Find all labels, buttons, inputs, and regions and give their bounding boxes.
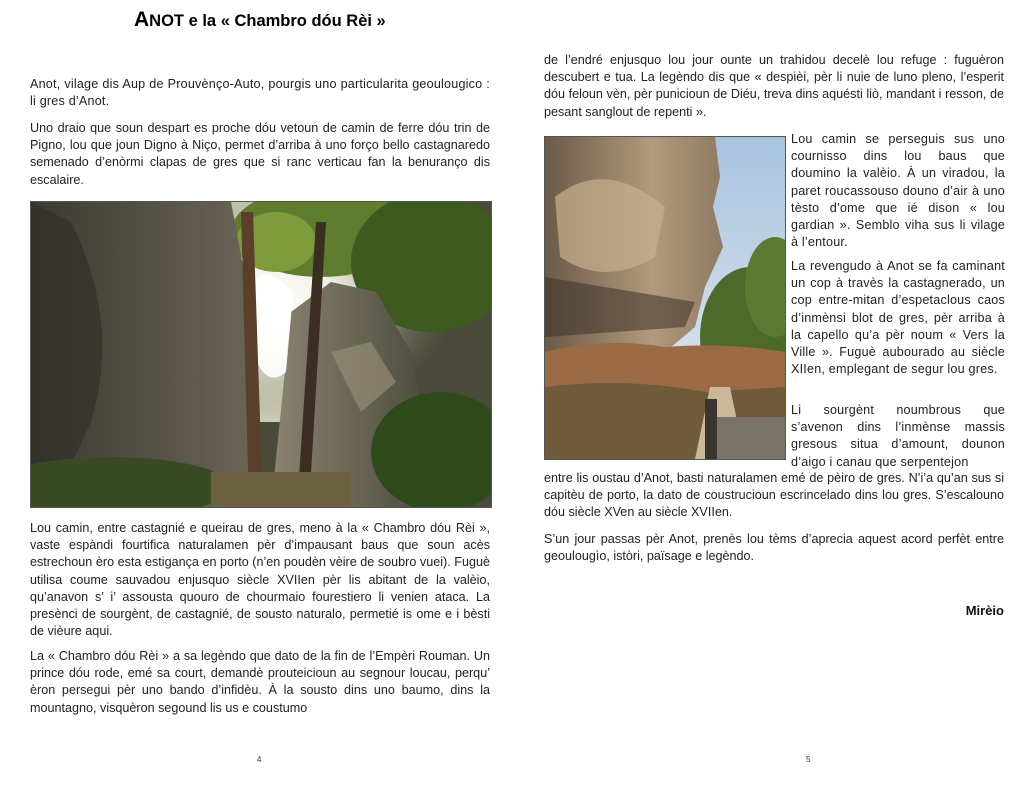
legend-paragraph: La « Chambro dóu Rèi » a sa legèndo que dato de la fin de l’Empèri Rouman. Un prince dóu rode, emé sa court, demandè prouteicioun au segnour loucau, perqu’ èron persegui pèr uno bando d’infidèu. À la sousto dins uno baumo, dins la mountagno, visquèron segound lis us e coustumo xyxy=(30,649,490,715)
path-paragraph: Uno draio que soun despart es proche dóu vetoun de camin de ferre dóu trin de Pigno, lou que joun Digno à Niço, permet d’arriba à uno forço bello castagnaredo semenado d’enòrmi clapas de gres que si ranc verticau fan la benuranço dis escalaire. xyxy=(30,121,490,187)
author-signature: Mirèio xyxy=(965,603,1004,618)
right-page xyxy=(517,0,1034,796)
houses-paragraph: entre lis oustau d’Anot, basti naturalamen emé de pèiro de gres. N’i’a qu’an sus si capitèu de porto, la dato de coustrucioun escrincelado dins lou gres. S’escalouno dóu siècle XVen au siècle XVIIen. xyxy=(544,471,1004,520)
closing-paragraph: S’un jour passas pèr Anot, prenès lou tèms d’aprecia aquest acord perfèt entre geoulougìo, istòri, païsage e legèndo. xyxy=(544,532,1004,564)
title-initial: A xyxy=(134,8,150,31)
page-title xyxy=(134,8,386,32)
springs-paragraph: Li sourgènt noumbrous que s’avenon dins l’inmènse massis gresous situa d’amount, dounon d’aigo i canau que serpentejon xyxy=(791,403,1005,469)
intro-paragraph: Anot, vilage dis Aup de Prouvènço-Auto, pourgis uno particularita geoulougico : li gres d’Anot. xyxy=(30,77,490,109)
cornice-paragraph: Lou camin se perseguis sus uno cournisso dins lou baus que doumino la valèio. À un viradou, la paret roucassouso douno d’air à uno tèsto d’ome que ié dison « lou gardian ». Semblo viha sus li vilage à l’entour. xyxy=(791,132,1005,250)
page-number: 5 xyxy=(806,755,811,764)
gardian-rock-photo xyxy=(544,136,786,460)
page-number: 4 xyxy=(257,755,262,764)
title-rest: NOT e la « Chambro dóu Rèi » xyxy=(149,12,386,30)
rock-passage-photo xyxy=(30,201,492,508)
betrayal-paragraph: de l’endré enjusquo lou jour ounte un trahidou decelè lou refuge : fuguèron descubert e tua. La legèndo dis que « despièi, pèr li nuie de luno pleno, l’esperit dóu feloun vèn, pèr punicioun de Diéu, treva dins aquésti liò, mandant i resson, de pesant sanglout de repenti ». xyxy=(544,53,1004,119)
chambro-paragraph: Lou camin, entre castagnié e queirau de gres, meno à la « Chambro dóu Rèi », vaste espàndi fourtifica naturalamen pèr d’impausant baus que soun acès estrechoun èro esta estigança en porto (n’en poudèn vèire de soubro vuei). Fuguè utilisa coume sauvadou enjusquo siècle XVIIen pèr lis abitant de la valèio, qu’anavon s’ i’ assousta quouro de chourmaio fourestiero li venien ataca. La presènci de sourgènt, de castagnié, de sousto naturalo, permetié is ome e i bèsti de vièure aqui. xyxy=(30,521,490,639)
return-paragraph: La revengudo à Anot se fa caminant un cop à travès la castagnerado, un cop entre-mitan d’espetaclous caos d’inmènsi blot de gres, pèr arriba à la capello qu’a pèr noum « Vers la Ville ». Fuguè aubourado au siècle XIIen, emplegant de segur lou gres. xyxy=(791,259,1005,377)
